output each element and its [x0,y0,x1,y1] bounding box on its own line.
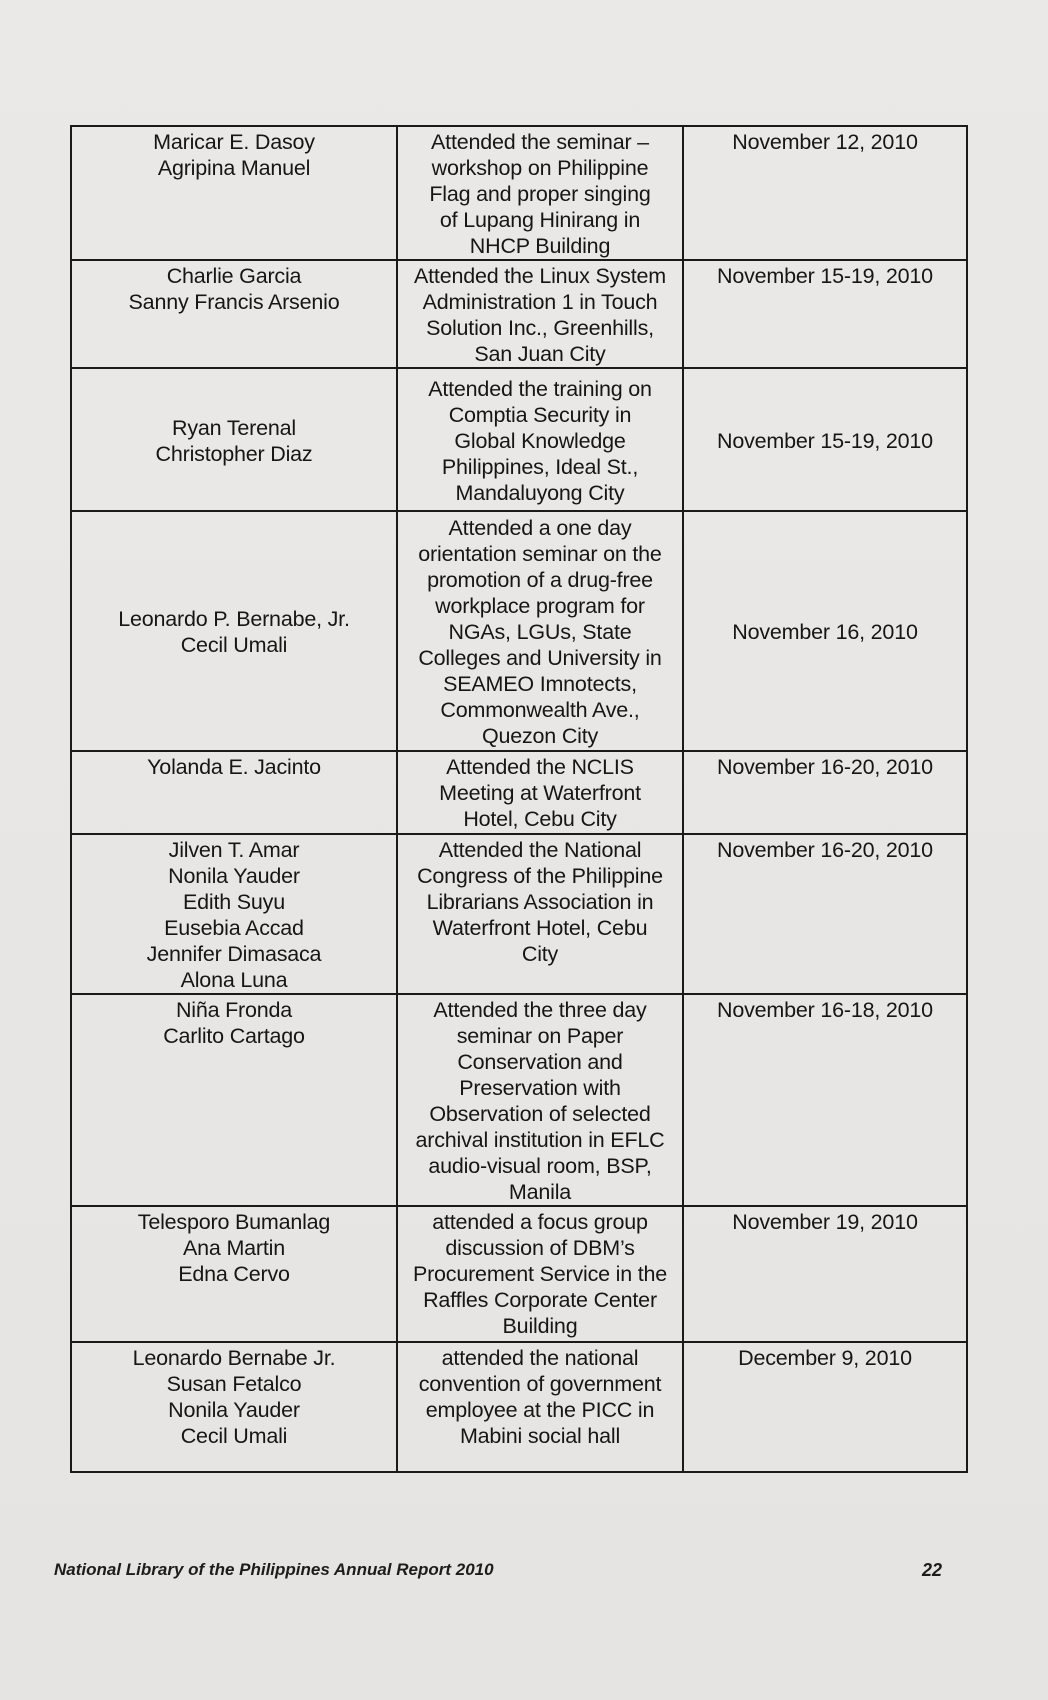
participant-name: Niña Fronda [175,998,293,1022]
participant-name: Alona Luna [180,968,288,992]
table-row [71,260,967,368]
participant-names-cell [71,834,397,994]
activity-line: Manila [508,1180,572,1204]
activity-cell [397,994,683,1206]
participant-names-cell [71,260,397,368]
training-table [70,125,968,1473]
activity-line: Solution Inc., Greenhills, [426,316,654,340]
activity-cell [397,751,683,834]
activity-line: Philippines, Ideal St., [441,454,639,479]
participant-names-cell [71,126,397,260]
activity-cell [397,126,683,260]
activity-date: November 16-20, 2010 [717,755,933,779]
table-row [71,511,967,751]
table-row [71,126,967,260]
participant-name: Ryan Terenal [172,415,296,440]
participant-name: Leonardo P. Bernabe, Jr. [118,607,350,631]
date-cell [683,368,967,511]
activity-date: December 9, 2010 [738,1346,912,1370]
participant-name: Carlito Cartago [163,1024,305,1048]
participant-names-cell [71,994,397,1206]
activity-cell [397,368,683,511]
activity-line: Raffles Corporate Center [423,1288,657,1312]
date-cell [683,994,967,1206]
activity-line: attended the national [441,1346,639,1370]
activity-line: Attended the Linux System [414,264,666,288]
activity-line: Colleges and University in [418,646,662,670]
activity-line: Administration 1 in Touch [422,290,658,314]
date-cell [683,1342,967,1472]
activity-date: November 16-18, 2010 [717,998,933,1022]
activity-line: Librarians Association in [426,890,654,914]
participant-name: Christopher Diaz [155,441,313,466]
participant-name: Cecil Umali [180,1424,288,1448]
participant-name: Agripina Manuel [157,156,311,180]
activity-date: November 16, 2010 [732,620,918,644]
activity-date: November 19, 2010 [732,1210,918,1234]
page-number: 22 [922,1560,943,1580]
activity-line: Conservation and [457,1050,623,1074]
activity-line: Quezon City [481,724,599,748]
activity-line: Attended the seminar – [431,130,649,154]
activity-date: November 12, 2010 [732,130,918,154]
participant-name: Sanny Francis Arsenio [128,290,340,314]
table-row [71,751,967,834]
table-row [71,368,967,511]
activity-cell [397,1342,683,1472]
activity-line: Waterfront Hotel, Cebu [432,916,648,940]
date-cell [683,511,967,751]
activity-cell [397,260,683,368]
participant-name: Eusebia Accad [164,916,304,940]
table-row [71,1206,967,1342]
date-cell [683,751,967,834]
activity-line: Congress of the Philippine [417,864,663,888]
activity-line: Attended the three day [433,998,647,1022]
activity-line: Preservation with [459,1076,621,1100]
activity-line: Mabini social hall [459,1424,621,1448]
activity-cell [397,834,683,994]
participant-name: Nonila Yauder [168,1398,300,1422]
activity-line: Procurement Service in the [412,1262,668,1286]
activity-line: Mandaluyong City [455,480,625,505]
date-cell [683,126,967,260]
activity-line: Observation of selected [429,1102,651,1126]
table-row [71,1342,967,1472]
activity-cell [397,511,683,751]
activity-line: Comptia Security in [448,402,632,427]
activity-line: Hotel, Cebu City [463,807,617,831]
activity-line: Meeting at Waterfront [439,781,641,805]
activity-line: SEAMEO Imnotects, [443,672,637,696]
activity-line: Attended the National [438,838,642,862]
participant-name: Jilven T. Amar [168,838,300,862]
activity-line: Global Knowledge [454,428,626,453]
participant-name: Maricar E. Dasoy [153,130,315,154]
activity-line: archival institution in EFLC [415,1128,665,1152]
participant-name: Edna Cervo [178,1262,290,1286]
date-cell [683,1206,967,1342]
footer-report-title: National Library of the Philippines Annual Report 2010 [54,1560,494,1579]
activity-line: NHCP Building [469,234,611,258]
activity-line: San Juan City [474,342,606,366]
participant-name: Leonardo Bernabe Jr. [132,1346,336,1370]
activity-line: Building [502,1314,578,1338]
training-table-body [71,126,967,1472]
participant-name: Susan Fetalco [166,1372,302,1396]
activity-date: November 15-19, 2010 [717,428,933,453]
activity-cell [397,1206,683,1342]
participant-names-cell [71,751,397,834]
activity-line: Attended a one day [448,516,632,540]
participant-name: Cecil Umali [180,633,288,657]
activity-line: convention of government [418,1372,662,1396]
participant-name: Nonila Yauder [168,864,300,888]
participant-name: Edith Suyu [183,890,285,914]
activity-line: workshop on Philippine [431,156,649,180]
activity-line: discussion of DBM’s [445,1236,635,1260]
table-row [71,834,967,994]
participant-name: Ana Martin [183,1236,285,1260]
participant-name: Telesporo Bumanlag [137,1210,331,1234]
activity-line: orientation seminar on the [418,542,662,566]
participant-name: Yolanda E. Jacinto [147,755,321,779]
activity-line: seminar on Paper [456,1024,624,1048]
activity-line: Attended the training on [428,376,652,401]
activity-line: workplace program for [435,594,645,618]
participant-name: Charlie Garcia [166,264,302,288]
activity-line: NGAs, LGUs, State [448,620,632,644]
activity-line: attended a focus group [432,1210,648,1234]
activity-date: November 16-20, 2010 [717,838,933,862]
activity-line: Attended the NCLIS [446,755,634,779]
activity-line: promotion of a drug-free [427,568,653,592]
activity-line: Flag and proper singing [429,182,651,206]
activity-date: November 15-19, 2010 [717,264,933,288]
table-row [71,994,967,1206]
activity-line: employee at the PICC in [425,1398,655,1422]
training-table-container [70,125,948,1473]
participant-names-cell [71,511,397,751]
participant-name: Jennifer Dimasaca [146,942,322,966]
activity-line: Commonwealth Ave., [440,698,640,722]
activity-line: audio-visual room, BSP, [428,1154,652,1178]
participant-names-cell [71,1206,397,1342]
participant-names-cell [71,368,397,511]
activity-line: City [521,942,559,966]
date-cell [683,834,967,994]
activity-line: of Lupang Hinirang in [439,208,641,232]
date-cell [683,260,967,368]
participant-names-cell [71,1342,397,1472]
